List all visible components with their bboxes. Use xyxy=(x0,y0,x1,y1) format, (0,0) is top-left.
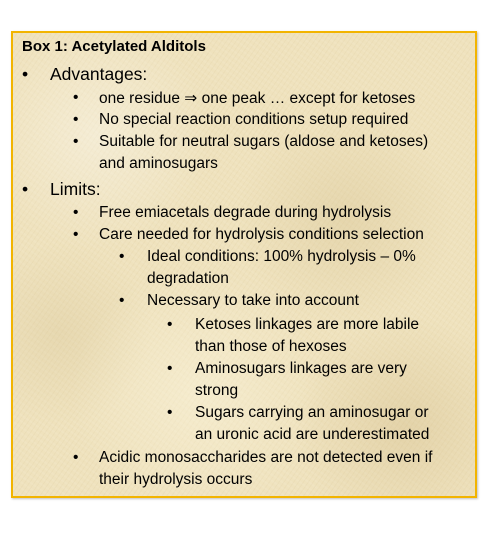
bullet-lim-3: • xyxy=(73,449,79,466)
bullet-limits: • xyxy=(22,179,29,199)
box-title: Box 1: Acetylated Alditols xyxy=(22,38,206,55)
advantage-item-2: No special reaction conditions setup required xyxy=(99,111,409,128)
limit-subitem-2: Necessary to take into account xyxy=(147,292,359,309)
limit-subsubitem-2-line-2: strong xyxy=(195,382,239,399)
limit-item-2: Care needed for hydrolysis conditions selection xyxy=(99,226,424,243)
bullet-lim-2: • xyxy=(73,226,79,243)
bullet-lim-2-sub-2-3: • xyxy=(167,404,173,421)
limit-subsubitem-3-line-2: an uronic acid are underestimated xyxy=(195,426,430,443)
limit-item-3-line-1: Acidic monosaccharides are not detected even if xyxy=(99,449,433,466)
limit-subsubitem-1-line-2: than those of hexoses xyxy=(195,338,347,355)
heading-advantages: Advantages: xyxy=(50,64,148,84)
bullet-adv-2: • xyxy=(73,111,79,128)
limit-subsubitem-2-line-1: Aminosugars linkages are very xyxy=(195,360,407,377)
limit-item-3-line-2: their hydrolysis occurs xyxy=(99,471,253,488)
bullet-lim-2-sub-2-1: • xyxy=(167,316,173,333)
limit-subsubitem-3-line-1: Sugars carrying an aminosugar or xyxy=(195,404,429,421)
bullet-advantages: • xyxy=(22,64,29,84)
advantage-item-3-line-1: Suitable for neutral sugars (aldose and ketoses) xyxy=(99,133,429,150)
bullet-adv-1: • xyxy=(73,89,79,106)
limit-subitem-1-line-1: Ideal conditions: 100% hydrolysis – 0% xyxy=(147,248,416,265)
limit-subsubitem-1-line-1: Ketoses linkages are more labile xyxy=(195,316,420,333)
bullet-lim-1: • xyxy=(73,204,79,221)
heading-limits: Limits: xyxy=(50,179,101,199)
limit-subitem-1-line-2: degradation xyxy=(147,270,229,287)
acetylated-alditols-box xyxy=(11,31,477,498)
bullet-lim-2-sub-1: • xyxy=(119,248,125,265)
bullet-adv-3: • xyxy=(73,133,79,150)
advantage-item-3-line-2: and aminosugars xyxy=(99,155,218,172)
bullet-lim-2-sub-2: • xyxy=(119,292,125,309)
bullet-lim-2-sub-2-2: • xyxy=(167,360,173,377)
limit-item-1: Free emiacetals degrade during hydrolysis xyxy=(99,204,392,221)
advantage-item-1: one residue ⇒ one peak … except for ketoses xyxy=(99,90,416,107)
